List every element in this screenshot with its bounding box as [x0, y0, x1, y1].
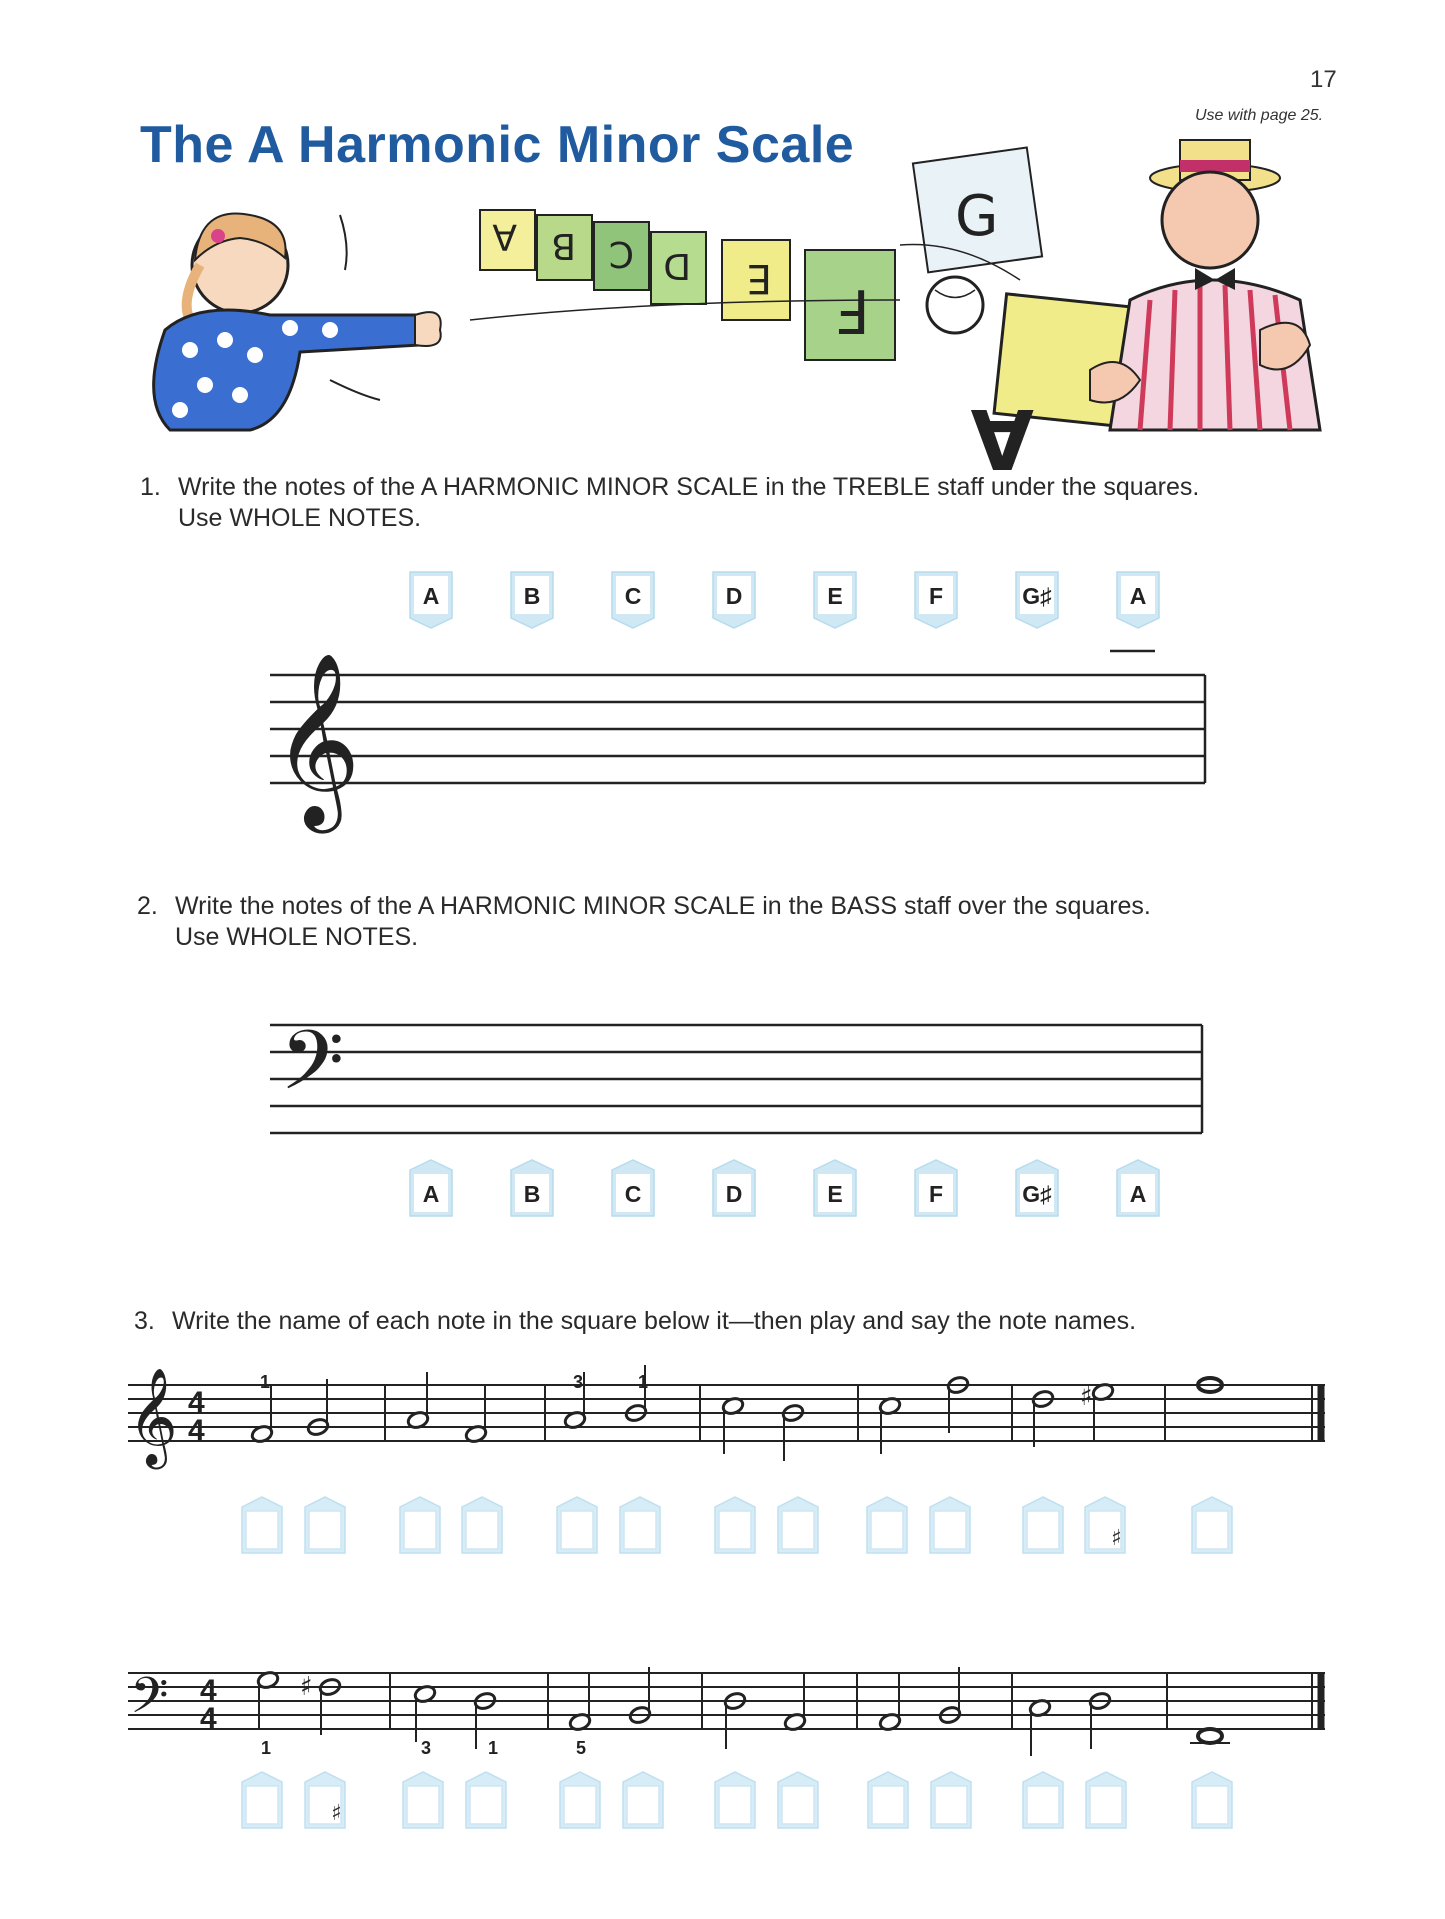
- half-note: [783, 1674, 807, 1732]
- half-note: [628, 1667, 652, 1725]
- exercise1-tags: [410, 572, 1159, 628]
- instruction-2-line2: Use WHOLE NOTES.: [175, 923, 419, 951]
- instruction-1-line2: Use WHOLE NOTES.: [178, 504, 422, 532]
- note-label: C: [624, 1181, 642, 1207]
- note-label-tag: [713, 1160, 755, 1216]
- fingering: 5: [576, 1738, 587, 1758]
- half-note: [464, 1386, 488, 1444]
- answer-box[interactable]: [462, 1497, 502, 1553]
- treble-staff-1: [270, 651, 1205, 834]
- svg-text:A: A: [970, 390, 1034, 485]
- time-signature-bottom: 4: [188, 1414, 205, 1447]
- bass-clef-icon: 𝄢: [280, 1012, 345, 1129]
- answer-box[interactable]: [242, 1497, 282, 1553]
- fingering: 1: [261, 1738, 272, 1758]
- note-label: E: [827, 583, 843, 609]
- letter-squares-icon: [470, 147, 1131, 485]
- half-note: [250, 1386, 274, 1444]
- half-note: [723, 1691, 747, 1749]
- answer-box[interactable]: [557, 1497, 597, 1553]
- half-note: [406, 1372, 430, 1430]
- answer-box[interactable]: [1086, 1772, 1126, 1828]
- half-note: [938, 1667, 962, 1725]
- baseball-icon: [927, 277, 983, 333]
- note-label-tag: [1117, 1160, 1159, 1216]
- note-label-tag: [1117, 572, 1159, 628]
- svg-text:E: E: [746, 255, 772, 301]
- half-note: [318, 1677, 342, 1735]
- note-label: G♯: [1022, 583, 1052, 609]
- exercise3-treble-answer-boxes: [242, 1497, 1232, 1553]
- fingering: 3: [421, 1738, 432, 1758]
- svg-text:D: D: [663, 245, 691, 286]
- note-label: C: [624, 583, 642, 609]
- answer-box[interactable]: [1192, 1497, 1232, 1553]
- note-label-tag: [713, 572, 755, 628]
- answer-box[interactable]: [715, 1497, 755, 1553]
- half-note: [568, 1674, 592, 1732]
- exercise2-tags: [410, 1160, 1159, 1216]
- half-note: [1091, 1382, 1115, 1440]
- half-note: [256, 1670, 280, 1728]
- answer-box[interactable]: [466, 1772, 506, 1828]
- note-label-tag: [915, 572, 957, 628]
- note-label-tag: [915, 1160, 957, 1216]
- half-note: [721, 1396, 745, 1454]
- half-note: [1028, 1698, 1052, 1756]
- note-label-tag: [410, 572, 452, 628]
- page-number: 17: [1310, 66, 1337, 93]
- note-label: D: [725, 1181, 743, 1207]
- answer-box[interactable]: [1023, 1497, 1063, 1553]
- note-label-tag: [1016, 572, 1058, 628]
- exercise3-bass-answer-boxes: [242, 1772, 1232, 1828]
- answer-box[interactable]: [305, 1497, 345, 1553]
- note-label-tag: [410, 1160, 452, 1216]
- time-signature-top: 4: [188, 1386, 205, 1419]
- answer-box[interactable]: [305, 1772, 345, 1828]
- bass-staff-2: [270, 1012, 1202, 1133]
- half-note: [878, 1674, 902, 1732]
- illustration: [154, 140, 1320, 485]
- answer-box[interactable]: [867, 1497, 907, 1553]
- svg-text:F: F: [835, 275, 870, 345]
- half-note: [306, 1379, 330, 1437]
- note-label: A: [1129, 583, 1147, 609]
- note-label-tag: [814, 572, 856, 628]
- answer-box[interactable]: [623, 1772, 663, 1828]
- instruction-2-line1: Write the notes of the A HARMONIC MINOR SCALE in the BASS staff over the squares.: [175, 892, 1151, 920]
- answer-box[interactable]: [778, 1497, 818, 1553]
- answer-box[interactable]: [1023, 1772, 1063, 1828]
- half-note: [946, 1375, 970, 1433]
- note-label: F: [928, 583, 944, 609]
- note-label: D: [725, 583, 743, 609]
- exercise3-bass-staff: [128, 1667, 1325, 1758]
- note-label: A: [422, 1181, 440, 1207]
- half-note: [878, 1396, 902, 1454]
- answer-box[interactable]: [778, 1772, 818, 1828]
- sharp-icon: ♯: [1080, 1382, 1093, 1412]
- fingering: 1: [260, 1372, 271, 1392]
- answer-box[interactable]: [242, 1772, 282, 1828]
- svg-text:A: A: [492, 216, 517, 257]
- bass-clef-icon: 𝄢: [130, 1667, 169, 1737]
- svg-text:B: B: [551, 225, 576, 266]
- sharp-icon: ♯: [300, 1672, 313, 1702]
- fingering: 1: [638, 1372, 649, 1392]
- note-label: E: [827, 1181, 843, 1207]
- note-label: A: [422, 583, 440, 609]
- half-note: [413, 1684, 437, 1742]
- note-label: B: [523, 583, 541, 609]
- treble-clef-icon: 𝄞: [272, 652, 361, 826]
- svg-text:G: G: [955, 184, 999, 249]
- half-note: [781, 1403, 805, 1461]
- instruction-1-line1: Write the notes of the A HARMONIC MINOR SCALE in the TREBLE staff under the squares.: [178, 473, 1200, 501]
- answer-box[interactable]: [560, 1772, 600, 1828]
- answer-box[interactable]: [620, 1497, 660, 1553]
- answer-box[interactable]: [403, 1772, 443, 1828]
- catcher-man-icon: [1090, 140, 1320, 430]
- note-label-tag: [511, 572, 553, 628]
- note-label-tag: [814, 1160, 856, 1216]
- answer-box[interactable]: [715, 1772, 755, 1828]
- instruction-1-number: 1.: [140, 473, 161, 501]
- girl-throwing-icon: [154, 213, 441, 430]
- treble-clef-icon: 𝄞: [128, 1367, 178, 1465]
- instruction-3-number: 3.: [134, 1307, 155, 1335]
- sharp-hint: ♯: [331, 1801, 342, 1826]
- use-with-note: Use with page 25.: [1195, 107, 1324, 124]
- note-label: F: [928, 1181, 944, 1207]
- bass-notes: [256, 1667, 1230, 1756]
- time-signature-top: 4: [200, 1674, 217, 1707]
- note-label: A: [1129, 1181, 1147, 1207]
- time-signature-bottom: 4: [200, 1702, 217, 1735]
- answer-box[interactable]: [931, 1772, 971, 1828]
- fingering: 3: [573, 1372, 584, 1392]
- note-label-tag: [612, 572, 654, 628]
- answer-box[interactable]: [930, 1497, 970, 1553]
- half-note: [1031, 1389, 1055, 1447]
- note-label-tag: [612, 1160, 654, 1216]
- instruction-3-line1: Write the name of each note in the square below it—then play and say the note names.: [172, 1307, 1137, 1335]
- note-label: B: [523, 1181, 541, 1207]
- note-label: G♯: [1022, 1181, 1052, 1207]
- instruction-2-number: 2.: [137, 892, 158, 920]
- note-label-tag: [511, 1160, 553, 1216]
- answer-box[interactable]: [868, 1772, 908, 1828]
- whole-note: [1198, 1729, 1222, 1743]
- page-title: The A Harmonic Minor Scale: [140, 116, 855, 174]
- answer-box[interactable]: [1192, 1772, 1232, 1828]
- exercise3-treble-staff: [128, 1365, 1325, 1469]
- half-note: [1088, 1691, 1112, 1749]
- fingering: 1: [488, 1738, 499, 1758]
- answer-box[interactable]: [400, 1497, 440, 1553]
- note-label-tag: [1016, 1160, 1058, 1216]
- answer-box[interactable]: [1085, 1497, 1125, 1553]
- svg-text:C: C: [608, 233, 634, 274]
- sharp-hint: ♯: [1111, 1526, 1122, 1551]
